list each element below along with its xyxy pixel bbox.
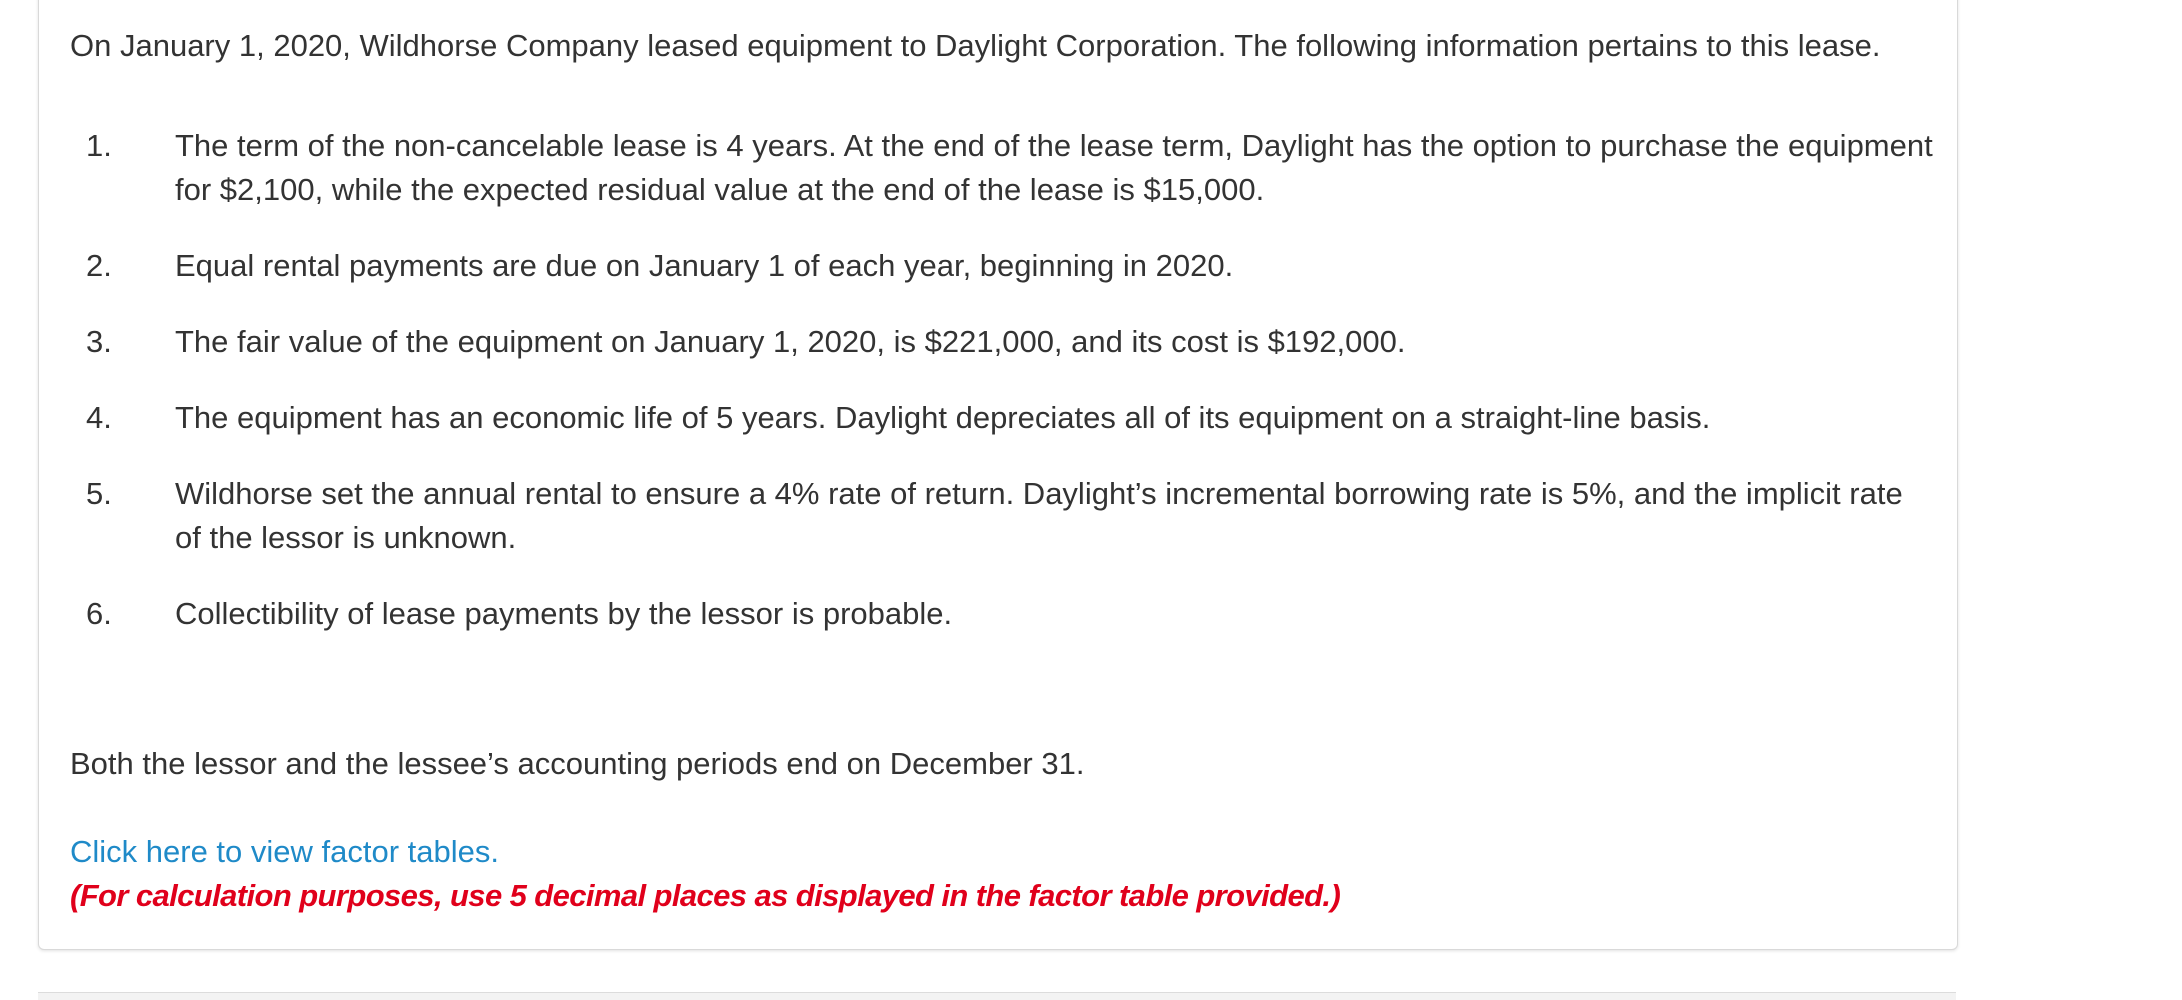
item-text: Collectibility of lease payments by the lessor is probable. (175, 596, 953, 631)
item-number: 3. (86, 324, 112, 359)
item-text: Wildhorse set the annual rental to ensure a 4% rate of return. Daylight’s incremental borrowing rate is 5%, and the implicit rate of the lessor is unknown. (175, 476, 1903, 555)
item-text: The equipment has an economic life of 5 years. Daylight depreciates all of its equipment on a straight-line basis. (175, 400, 1711, 435)
intro-paragraph: On January 1, 2020, Wildhorse Company leased equipment to Daylight Corporation. The following information pertains to this lease. (70, 28, 1881, 63)
accounting-period-note: Both the lessor and the lessee’s accounting periods end on December 31. (70, 746, 1085, 781)
list-item (70, 592, 1910, 636)
item-number: 1. (86, 128, 112, 163)
item-number: 5. (86, 476, 112, 511)
calculation-instruction: (For calculation purposes, use 5 decimal places as displayed in the factor table provided.) (70, 878, 1341, 913)
list-item (70, 124, 1933, 212)
list-item (70, 472, 1910, 560)
item-number: 2. (86, 248, 112, 283)
list-item (70, 320, 1910, 364)
item-text: The fair value of the equipment on January 1, 2020, is $221,000, and its cost is $192,000. (175, 324, 1406, 359)
factor-tables-link[interactable]: Click here to view factor tables. (70, 834, 500, 869)
item-number: 4. (86, 400, 112, 435)
list-item (70, 396, 1910, 440)
lease-info-list (70, 124, 1933, 668)
list-item (70, 244, 1910, 288)
next-card-edge (38, 992, 1956, 1000)
item-text: The term of the non-cancelable lease is 4 years. At the end of the lease term, Daylight has the option to purchase the equipment for $2,100, while the expected residual value at the end of the lease is $15,000. (175, 128, 1933, 207)
item-text: Equal rental payments are due on January 1 of each year, beginning in 2020. (175, 248, 1234, 283)
item-number: 6. (86, 596, 112, 631)
